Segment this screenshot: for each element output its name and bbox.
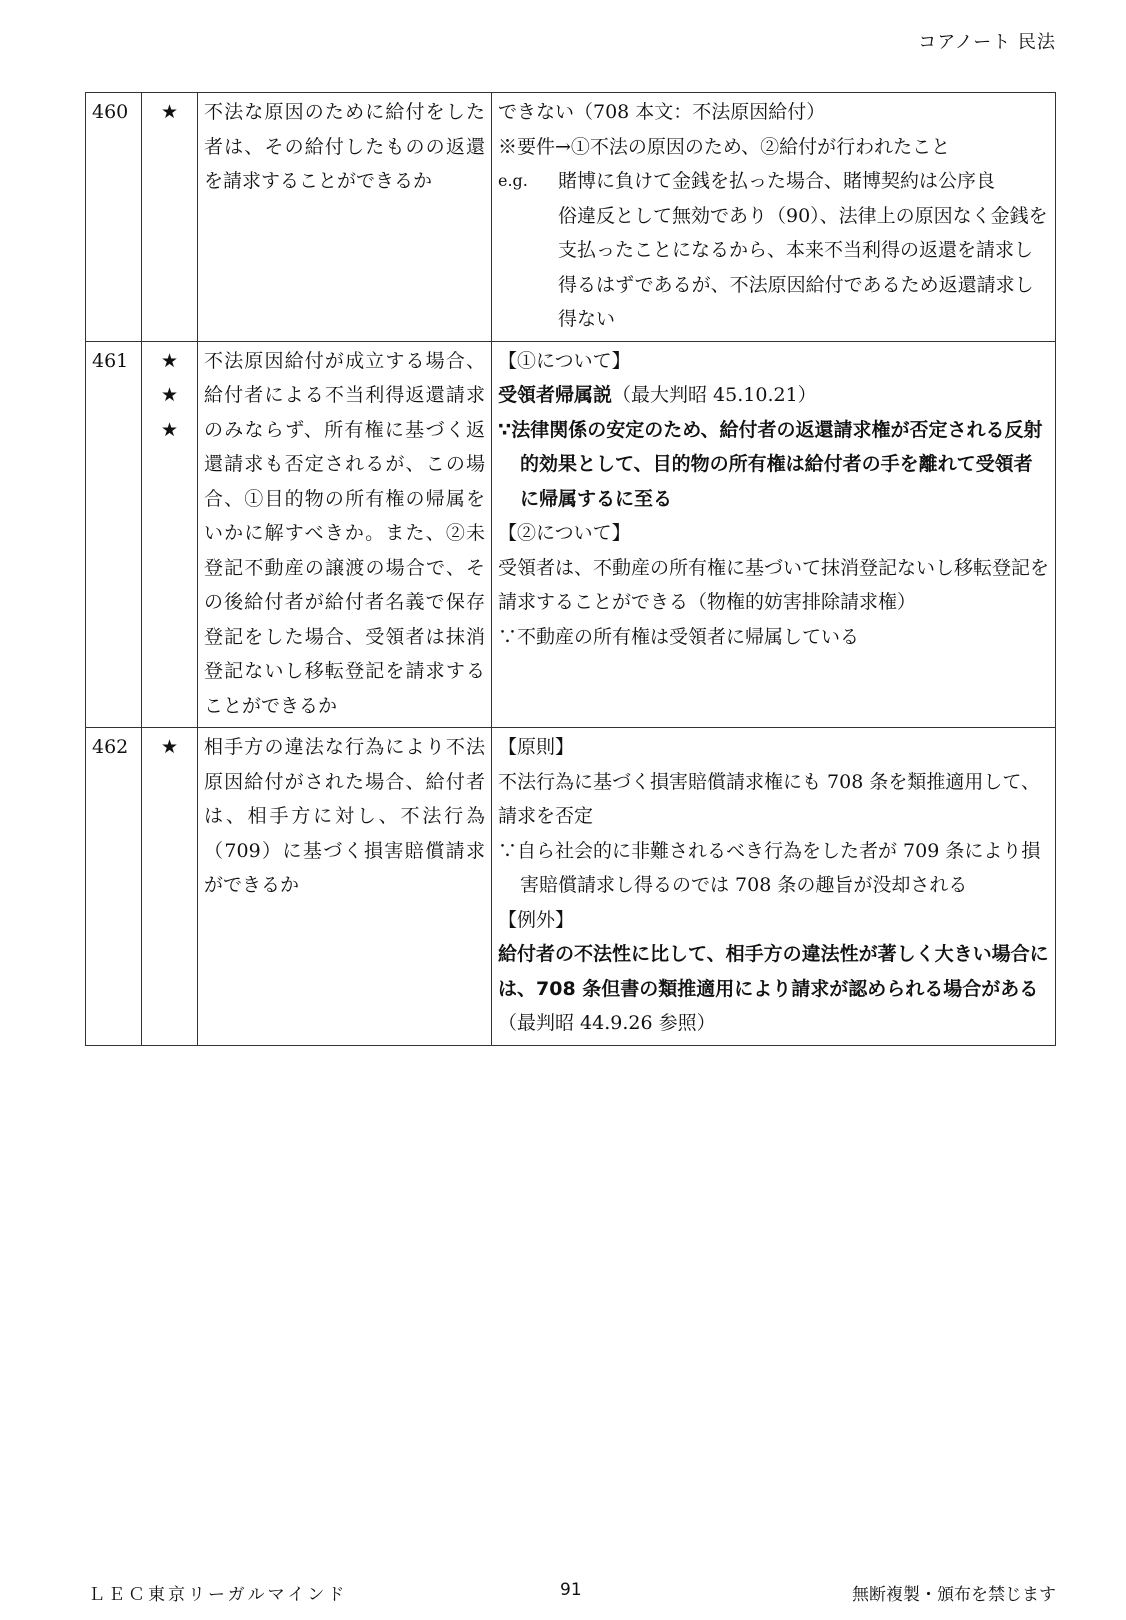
answer-paragraph: 不法行為に基づく損害賠償請求権にも 708 条を類推適用して、請求を否定 bbox=[498, 770, 1040, 827]
star-icon: ★ bbox=[160, 384, 179, 406]
importance-stars bbox=[142, 93, 198, 342]
answer-cell bbox=[492, 728, 1056, 1046]
star-icon: ★ bbox=[160, 349, 179, 372]
answer-conclusion: できない（708 本文：不法原因給付） bbox=[498, 101, 826, 123]
row-number: 462 bbox=[86, 728, 142, 1046]
table-row bbox=[86, 341, 1056, 728]
subheading: 【②について】 bbox=[498, 522, 631, 544]
example-text-rest: 俗違反として無効であり（90）、法律上の原因なく金銭を支払ったことになるから、本来不当利得の返還を請求し得るはずであるが、不法原因給付であるため返還請求し得ない bbox=[558, 204, 1048, 330]
subheading: 【例外】 bbox=[498, 908, 575, 931]
reason-text: ∵不動産の所有権は受領者に帰属している bbox=[498, 625, 860, 648]
reason-text: ∵法律関係の安定のため、給付者の返還請求権が否定される反射的効果として、目的物の所有権は給付者の手を離れて受領者に帰属するに至る bbox=[498, 418, 1043, 510]
row-number: 460 bbox=[86, 93, 142, 342]
star-icon: ★ bbox=[160, 101, 179, 123]
example-block bbox=[498, 164, 1049, 199]
star-icon: ★ bbox=[160, 736, 179, 758]
answer-requirement: ※要件→①不法の原因のため、②給付が行われたこと bbox=[498, 135, 951, 158]
subheading: 【①について】 bbox=[498, 349, 631, 372]
answer-cell bbox=[492, 341, 1056, 728]
importance-stars bbox=[142, 341, 198, 728]
reason-text: ∵自ら社会的に非難されるべき行為をした者が 709 条により損害賠償請求し得るのでは 708 条の趣旨が没却される bbox=[498, 839, 1041, 896]
qa-table bbox=[85, 92, 1056, 1046]
footer-notice: 無断複製・頒布を禁じます bbox=[852, 1585, 1056, 1605]
theory-line bbox=[498, 378, 1049, 413]
exception-text: 給付者の不法性に比して、相手方の違法性が著しく大きい場合には、708 条但書の類推適用により請求が認められる場合がある bbox=[498, 943, 1049, 1000]
answer-cell bbox=[492, 93, 1056, 342]
row-number: 461 bbox=[86, 341, 142, 728]
question-cell: 相手方の違法な行為により不法原因給付がされた場合、給付者は、相手方に対し、不法行為（709）に基づく損害賠償請求ができるか bbox=[198, 728, 492, 1046]
case-reference: （最判昭 44.9.26 参照） bbox=[498, 1012, 716, 1034]
page-header-title: コアノート 民法 bbox=[918, 32, 1056, 53]
star-icon: ★ bbox=[160, 418, 179, 441]
theory-name: 受領者帰属説 bbox=[498, 384, 613, 406]
exception-paragraph bbox=[498, 937, 1049, 1041]
example-label: e.g. bbox=[498, 171, 528, 190]
importance-stars bbox=[142, 728, 198, 1046]
table-row bbox=[86, 93, 1056, 342]
table-row bbox=[86, 728, 1056, 1046]
answer-paragraph: 受領者は、不動産の所有権に基づいて抹消登記ないし移転登記を請求することができる（物権的妨害排除請求権） bbox=[498, 556, 1050, 613]
page-number: 91 bbox=[560, 1580, 582, 1600]
example-text-first: 賭博に負けて金銭を払った場合、賭博契約は公序良 bbox=[558, 170, 996, 192]
case-reference: （最大判昭 45.10.21） bbox=[612, 384, 817, 406]
subheading: 【原則】 bbox=[498, 736, 575, 758]
question-cell: 不法原因給付が成立する場合、給付者による不当利得返還請求のみならず、所有権に基づく返還請求も否定されるが、この場合、①目的物の所有権の帰属をいかに解すべきか。また、②未登記不動産の譲渡の場合で、その後給付者が給付者名義で保存登記をした場合、受領者は抹消登記ないし移転登記を請求することができるか bbox=[198, 341, 492, 728]
question-cell: 不法な原因のために給付をした者は、その給付したものの返還を請求することができるか bbox=[198, 93, 492, 342]
footer-publisher: ＬＥＣ東京リーガルマインド bbox=[88, 1585, 348, 1605]
